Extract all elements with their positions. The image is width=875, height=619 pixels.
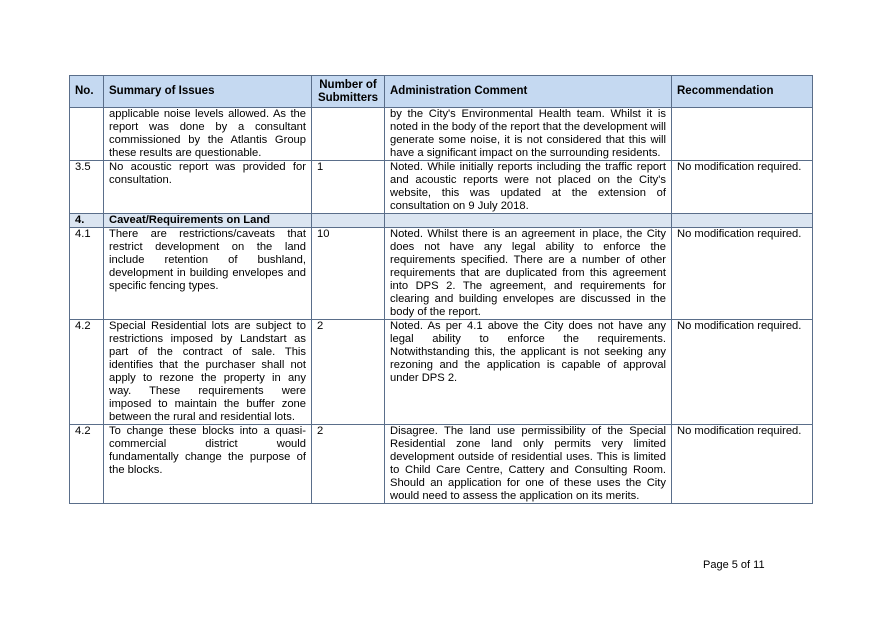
row-comment: Disagree. The land use permissibility of the Special Residential zone land only permits very limited development outside of residential uses. This is limited to Child Care Centre, Cattery and Consulting Room. Should an application for one of these uses the City would need to assess the application on its merits. — [385, 425, 672, 504]
row-summary: Special Residential lots are subject to restrictions imposed by Landstart as part of the contract of sale. This identifies that the purchaser shall not apply to rezone the property in any way. These requirements were imposed to maintain the buffer zone between the rural and residential lots. — [104, 320, 312, 425]
table-row — [70, 425, 813, 504]
row-no — [70, 108, 104, 161]
row-comment: by the City's Environmental Health team. Whilst it is noted in the body of the report that the development will generate some noise, it is not considered that this will have a significant impact on the surrounding residents. — [385, 108, 672, 161]
header-submitters-line2: Submitters — [317, 91, 379, 104]
row-submitters: 10 — [312, 228, 385, 320]
row-submitters: 2 — [312, 320, 385, 425]
header-recommendation: Recommendation — [672, 76, 813, 108]
table-row — [70, 320, 813, 425]
page-number: Page 5 of 11 — [703, 559, 765, 571]
table-row — [70, 108, 813, 161]
row-no: 4.2 — [70, 425, 104, 504]
row-summary: To change these blocks into a quasi-commercial district would fundamentally change the purpose of the blocks. — [104, 425, 312, 504]
row-recommendation: No modification required. — [672, 161, 813, 214]
row-summary: applicable noise levels allowed. As the report was done by a consultant commissioned by the Atlantis Group these results are questionable. — [104, 108, 312, 161]
table-row — [70, 161, 813, 214]
row-recommendation: No modification required. — [672, 425, 813, 504]
section-no: 4. — [70, 214, 104, 228]
header-comment: Administration Comment — [385, 76, 672, 108]
row-submitters — [312, 108, 385, 161]
header-no: No. — [70, 76, 104, 108]
section-title: Caveat/Requirements on Land — [104, 214, 312, 228]
row-recommendation: No modification required. — [672, 320, 813, 425]
header-submitters-line1: Number of — [319, 78, 377, 91]
row-summary: No acoustic report was provided for consultation. — [104, 161, 312, 214]
row-submitters: 2 — [312, 425, 385, 504]
row-recommendation: No modification required. — [672, 228, 813, 320]
row-summary: There are restrictions/caveats that restrict development on the land include retention of bushland, development in building envelopes and specific fencing types. — [104, 228, 312, 320]
row-no: 4.2 — [70, 320, 104, 425]
section-empty — [312, 214, 385, 228]
row-no: 4.1 — [70, 228, 104, 320]
header-submitters — [312, 76, 385, 108]
row-recommendation — [672, 108, 813, 161]
section-empty — [385, 214, 672, 228]
header-summary: Summary of Issues — [104, 76, 312, 108]
header-row — [70, 76, 813, 108]
row-submitters: 1 — [312, 161, 385, 214]
row-comment: Noted. While initially reports including the traffic report and acoustic reports were not placed on the City's website, this was updated at the extension of consultation on 9 July 2018. — [385, 161, 672, 214]
row-comment: Noted. As per 4.1 above the City does not have any legal ability to enforce the requirements. Notwithstanding this, the applicant is not seeking any rezoning and the application is capable of approval under DPS 2. — [385, 320, 672, 425]
row-comment: Noted. Whilst there is an agreement in place, the City does not have any legal ability to enforce the requirements specified. There are a number of other requirements that are duplicated from this agreement into DPS 2. The agreement, and requirements for clearing and building envelopes are discussed in the body of the report. — [385, 228, 672, 320]
row-no: 3.5 — [70, 161, 104, 214]
section-row — [70, 214, 813, 228]
table-row — [70, 228, 813, 320]
issues-table — [69, 75, 813, 504]
section-empty — [672, 214, 813, 228]
